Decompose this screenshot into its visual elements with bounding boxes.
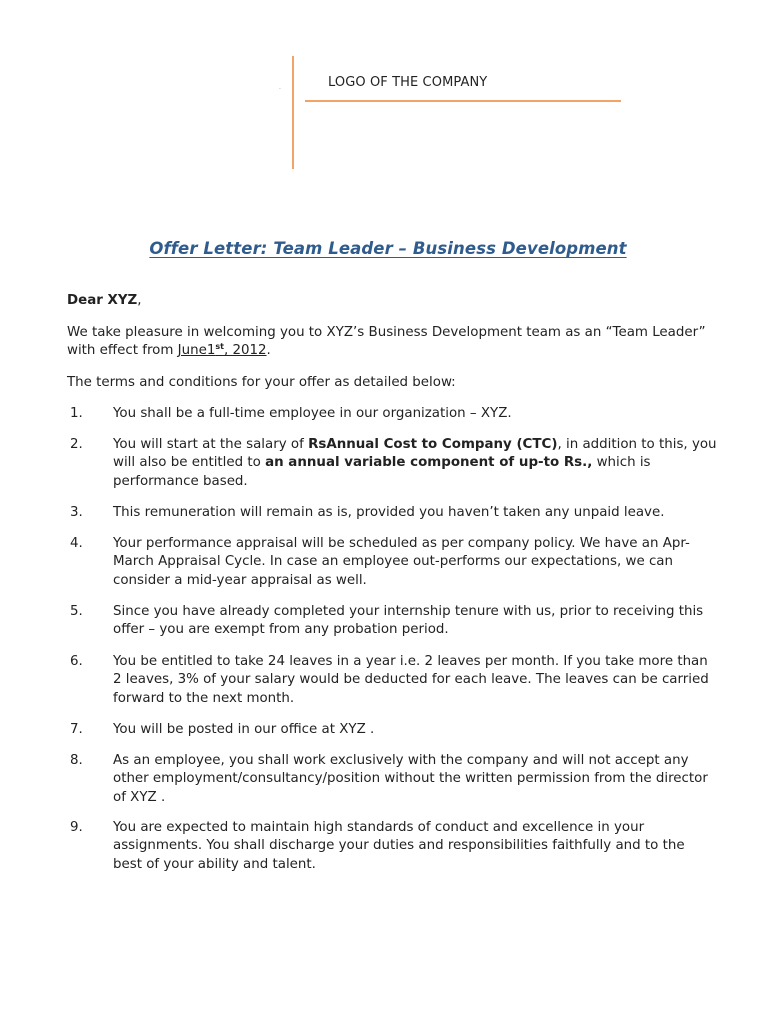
- salary-text: You will start at the salary of: [113, 437, 309, 452]
- list-item-text: This remuneration will remain as is, provided you haven’t taken any unpaid leave.: [113, 505, 665, 520]
- terms-intro: The terms and conditions for your offer as detailed below:: [67, 375, 456, 390]
- list-item-number: 7.: [70, 722, 83, 737]
- list-item-number: 8.: [70, 753, 83, 768]
- letter-title: Offer Letter: Team Leader – Business Development: [149, 239, 627, 258]
- list-item-number: 3.: [70, 505, 83, 520]
- letterhead-dot: .: [279, 84, 281, 91]
- ctc-label: RsAnnual Cost to Company (CTC): [308, 437, 558, 452]
- intro-paragraph: [67, 324, 707, 361]
- list-item-text: As an employee, you shall work exclusively with the company and will not accept any other employment/consultancy/position without the written permission from the director of XYZ .: [113, 753, 708, 805]
- greeting: [67, 293, 142, 308]
- start-date-suffix: st: [215, 342, 224, 352]
- list-item-text: [113, 436, 717, 491]
- salutation-comma: ,: [137, 293, 142, 308]
- list-item-number: 4.: [70, 536, 83, 551]
- list-item-text: Since you have already completed your internship tenure with us, prior to receiving this offer – you are exempt from any probation period.: [113, 604, 704, 638]
- intro-period: .: [266, 343, 271, 359]
- performance-text: which is performance based.: [113, 455, 651, 489]
- list-item-text: Your performance appraisal will be scheduled as per company policy. We have an Apr-March Appraisal Cycle. In case an employee out-performs our expectations, we can consider a mid-year appraisal as well.: [113, 536, 690, 588]
- list-item-number: 5.: [70, 604, 83, 619]
- letterhead-horizontal-rule: [305, 100, 621, 102]
- intro-text: We take pleasure in welcoming you to XYZ’s Business Development team as an “Team Leader” with effect from: [67, 325, 706, 359]
- list-item-number: 1.: [70, 406, 83, 421]
- list-item-text: You be entitled to take 24 leaves in a year i.e. 2 leaves per month. If you take more than 2 leaves, 3% of your salary would be deducted for each leave. The leaves can be carried forward to the next month.: [113, 654, 709, 706]
- letterhead-vertical-rule: [292, 56, 294, 169]
- list-item-text: You are expected to maintain high standards of conduct and excellence in your assignments. You shall discharge your duties and responsibilities faithfully and to the best of your ability and talent.: [113, 820, 685, 872]
- list-item-number: 2.: [70, 437, 83, 452]
- start-date: [178, 343, 267, 358]
- entitlement-text: , in addition to this, you will also be entitled to: [113, 437, 717, 471]
- variable-component-label: an annual variable component of up-to Rs.,: [265, 455, 593, 471]
- list-item-number: 6.: [70, 654, 83, 669]
- list-item-text: You will be posted in our office at XYZ .: [113, 722, 375, 737]
- salutation: Dear XYZ: [67, 293, 138, 308]
- company-logo-placeholder: LOGO OF THE COMPANY: [328, 75, 488, 90]
- list-item-number: 9.: [70, 820, 83, 835]
- start-date-year: , 2012: [223, 343, 267, 359]
- list-item-text: You shall be a full-time employee in our organization – XYZ.: [113, 406, 512, 421]
- start-date-day: June1: [177, 343, 216, 359]
